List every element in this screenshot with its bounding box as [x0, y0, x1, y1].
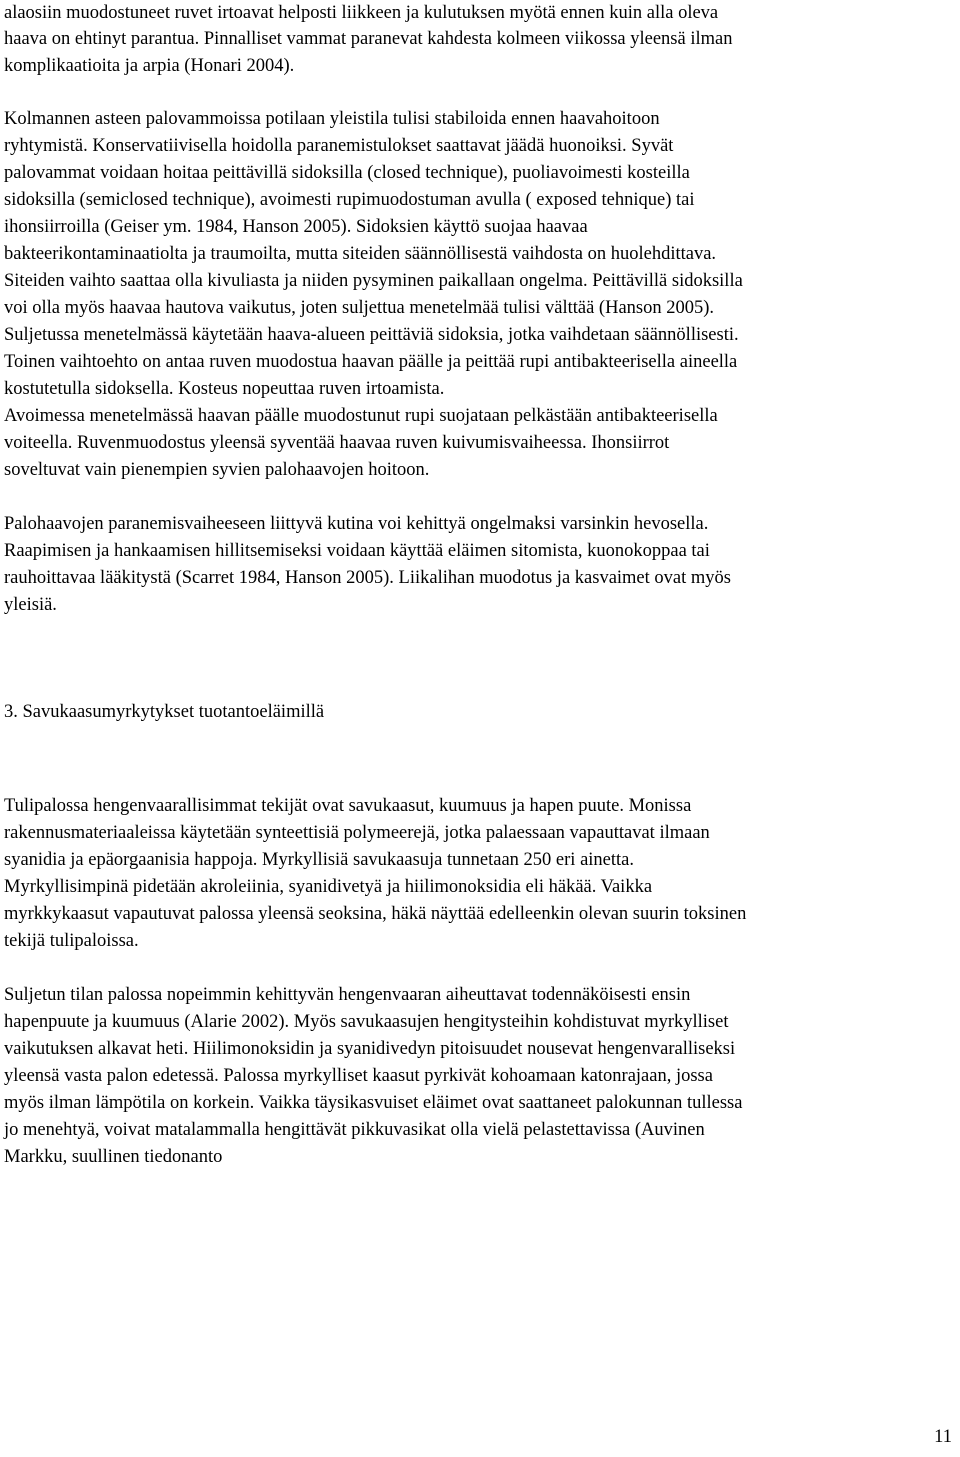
text-line: Kolmannen asteen palovammoissa potilaan yleistila tulisi stabiloida ennen haavahoitoon — [4, 109, 660, 129]
text-line: palovammat voidaan hoitaa peittävillä sidoksilla (closed technique), puoliavoimesti kosteilla — [4, 163, 690, 183]
text-line: soveltuvat vain pienempien syvien palohaavojen hoitoon. — [4, 460, 430, 480]
text-line: ryhtymistä. Konservatiivisella hoidolla paranemistulokset saattavat jäädä huonoiksi. Syvät — [4, 136, 674, 156]
text-line: bakteerikontaminaatiolta ja traumoilta, mutta siteiden säännöllisestä vaihdosta on huolehdittava. — [4, 244, 717, 264]
text-line: rakennusmateriaaleissa käytetään synteettisiä polymeerejä, jotka palaessaan vapauttavat ilmaan — [4, 823, 710, 843]
text-line: yleensä vasta palon edetessä. Palossa myrkylliset kaasut pyrkivät kohoamaan katonrajaan, jossa — [4, 1066, 713, 1086]
text-line: Myrkyllisimpinä pidetään akroleiinia, syanidivetyä ja hiilimonoksidia eli häkää. Vaikka — [4, 877, 653, 897]
text-line: jo menehtyä, voivat matalammalla hengittävät pikkuvasikat olla vielä pelastettavissa (Auvinen — [4, 1120, 705, 1140]
text-line: Siteiden vaihto saattaa olla kivuliasta ja niiden pysyminen paikallaan ongelma. Peittävillä sidoksilla — [4, 271, 743, 291]
text-line: Toinen vaihtoehto on antaa ruven muodostua haavan päälle ja peittää rupi antibakteerisella aineella — [4, 352, 738, 372]
text-line: Palohaavojen paranemisvaiheeseen liittyvä kutina voi kehittyä ongelmaksi varsinkin hevosella. — [4, 514, 709, 534]
text-line: Avoimessa menetelmässä haavan päälle muodostunut rupi suojataan pelkästään antibakteerisella — [4, 406, 718, 426]
text-line: kostutetulla sidoksella. Kosteus nopeuttaa ruven irtoamista. — [4, 379, 445, 399]
text-line: Tulipalossa hengenvaarallisimmat tekijät ovat savukaasut, kuumuus ja hapen puute. Monissa — [4, 796, 692, 816]
text-line: Suljetun tilan palossa nopeimmin kehittyvän hengenvaaran aiheuttavat todennäköisesti ensin — [4, 985, 691, 1005]
text-line: komplikaatioita ja arpia (Honari 2004). — [4, 56, 295, 76]
text-line: rauhoittavaa lääkitystä (Scarret 1984, Hanson 2005). Liikalihan muodotus ja kasvaimet ovat myös — [4, 568, 731, 588]
text-line: voi olla myös haavaa hautova vaikutus, joten suljettua menetelmää tulisi välttää (Hanson 2005). — [4, 298, 715, 318]
text-line: Markku, suullinen tiedonanto — [4, 1147, 223, 1167]
text-line: haava on ehtinyt parantua. Pinnalliset vammat paranevat kahdesta kolmeen viikossa yleensä ilman — [4, 29, 733, 49]
section-heading: 3. Savukaasumyrkytykset tuotantoeläimillä — [4, 702, 325, 722]
text-line: yleisiä. — [4, 595, 57, 615]
text-line: Suljetussa menetelmässä käytetään haava-alueen peittäviä sidoksia, jotka vaihdetaan säännöllisesti. — [4, 325, 739, 345]
text-line: hapenpuute ja kuumuus (Alarie 2002). Myös savukaasujen hengitysteihin kohdistuvat myrkylliset — [4, 1012, 729, 1032]
text-line: ihonsiirroilla (Geiser ym. 1984, Hanson 2005). Sidoksien käyttö suojaa haavaa — [4, 217, 588, 237]
text-line: tekijä tulipaloissa. — [4, 931, 139, 951]
text-line: myrkkykaasut vapautuvat palossa yleensä seoksina, häkä näyttää edelleenkin olevan suurin toksinen — [4, 904, 747, 924]
text-line: Raapimisen ja hankaamisen hillitsemiseksi voidaan käyttää eläimen sitomista, kuonokoppaa tai — [4, 541, 710, 561]
text-line: sidoksilla (semiclosed technique), avoimesti rupimuodostuman avulla ( exposed tehnique) tai — [4, 190, 695, 210]
text-line: myös ilman lämpötila on korkein. Vaikka täysikasvuiset eläimet ovat saattaneet palokunnan tullessa — [4, 1093, 743, 1113]
text-line: voiteella. Ruvenmuodostus yleensä syventää haavaa ruven kuivumisvaiheessa. Ihonsiirrot — [4, 433, 670, 453]
text-line: syanidia ja epäorgaanisia happoja. Myrkyllisiä savukaasuja tunnetaan 250 eri ainetta. — [4, 850, 634, 870]
text-line: vaikutuksen alkavat heti. Hiilimonoksidin ja syanidivedyn pitoisuudet nousevat hengenvaralliseksi — [4, 1039, 736, 1059]
page-number: 11 — [934, 1427, 952, 1447]
text-line: alaosiin muodostuneet ruvet irtoavat helposti liikkeen ja kulutuksen myötä ennen kuin alla oleva — [4, 3, 719, 23]
